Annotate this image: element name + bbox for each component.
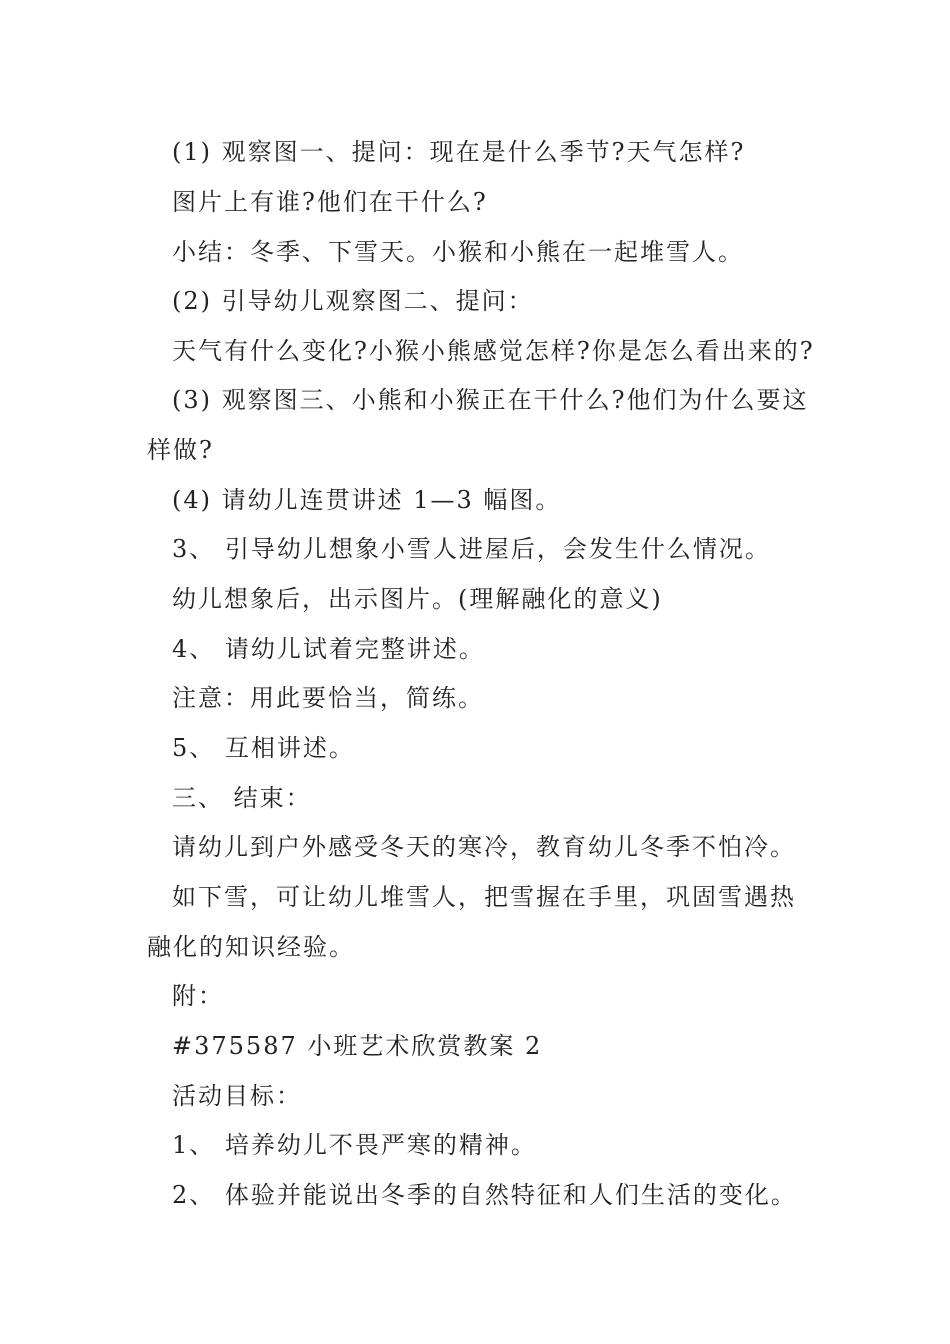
text-line: 1、 培养幼儿不畏严寒的精神。 [172,1131,537,1159]
text-line: 请幼儿到户外感受冬天的寒冷，教育幼儿冬季不怕冷。 [172,833,796,861]
section-heading: 三、 结束： [172,784,312,812]
text-line: (1) 观察图一、提问：现在是什么季节?天气怎样? [172,138,746,166]
text-line: 3、 引导幼儿想象小雪人进屋后，会发生什么情况。 [172,535,771,563]
text-line: (2) 引导幼儿观察图二、提问： [172,287,534,315]
text-line: 小结：冬季、下雪天。小猴和小熊在一起堆雪人。 [172,238,744,266]
text-line: 如下雪，可让幼儿堆雪人，把雪握在手里，巩固雪遇热 [172,883,796,911]
text-line: 图片上有谁?他们在干什么? [172,188,488,216]
text-line: 天气有什么变化?小猴小熊感觉怎样?你是怎么看出来的? [172,337,815,365]
text-line: 附： [172,982,224,1010]
text-line: 注意：用此要恰当，简练。 [172,684,484,712]
text-line: 4、 请幼儿试着完整讲述。 [172,635,485,663]
text-line: (4) 请幼儿连贯讲述 1—3 幅图。 [172,486,562,514]
text-line: 2、 体验并能说出冬季的自然特征和人们生活的变化。 [172,1181,797,1209]
text-line: 样做? [147,436,214,464]
document-title: #375587 小班艺术欣赏教案 2 [172,1032,543,1060]
text-line: 幼儿想象后，出示图片。(理解融化的意义) [172,585,663,613]
text-line: 5、 互相讲述。 [172,734,355,762]
section-heading: 活动目标： [172,1082,302,1110]
text-line: (3) 观察图三、小熊和小猴正在干什么?他们为什么要这 [172,386,809,414]
text-line: 融化的知识经验。 [147,933,355,961]
